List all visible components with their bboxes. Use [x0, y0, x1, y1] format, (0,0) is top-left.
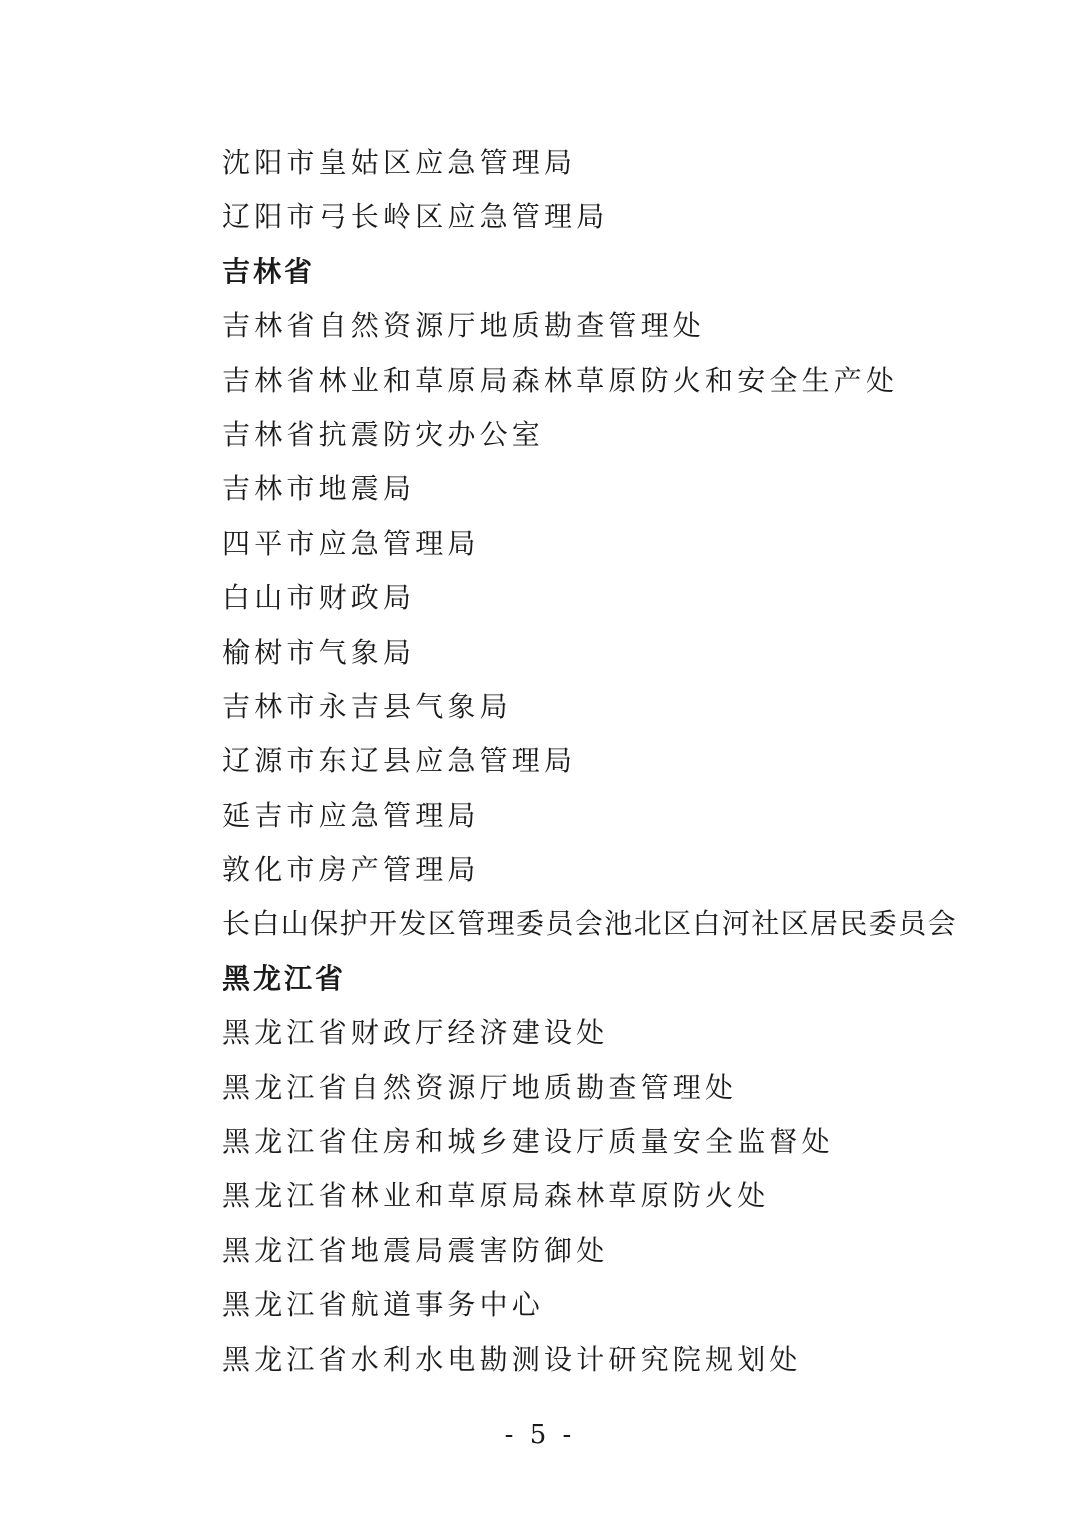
organization-item: 黑龙江省住房和城乡建设厅质量安全监督处 — [222, 1125, 834, 1159]
organization-item: 延吉市应急管理局 — [222, 798, 480, 832]
organization-item: 黑龙江省自然资源厅地质勘查管理处 — [222, 1070, 738, 1104]
organization-item: 黑龙江省林业和草原局森林草原防火处 — [222, 1179, 770, 1213]
page-number: - 5 - — [504, 1420, 576, 1450]
organization-item: 白山市财政局 — [222, 581, 416, 615]
province-heading: 吉林省 — [222, 254, 316, 288]
organization-item: 沈阳市皇姑区应急管理局 — [222, 146, 577, 179]
province-heading: 黑龙江省 — [222, 961, 347, 995]
organization-item: 榆树市气象局 — [222, 635, 416, 669]
organization-item: 辽源市东辽县应急管理局 — [222, 744, 577, 778]
organization-item: 吉林省抗震防灾办公室 — [222, 417, 545, 451]
organization-item: 吉林省林业和草原局森林草原防火和安全生产处 — [222, 363, 899, 397]
organization-item: 长白山保护开发区管理委员会池北区白河社区居民委员会 — [222, 907, 958, 941]
organization-item: 黑龙江省地震局震害防御处 — [222, 1233, 609, 1267]
organization-item: 吉林市永吉县气象局 — [222, 689, 512, 723]
organization-item: 辽阳市弓长岭区应急管理局 — [222, 200, 609, 234]
organization-item: 吉林市地震局 — [222, 472, 416, 506]
organization-item: 黑龙江省水利水电勘测设计研究院规划处 — [222, 1342, 802, 1376]
organization-item: 吉林省自然资源厅地质勘查管理处 — [222, 309, 706, 343]
organization-item: 黑龙江省航道事务中心 — [222, 1288, 545, 1322]
organization-item: 敦化市房产管理局 — [222, 853, 480, 887]
organization-list — [222, 136, 1042, 1387]
organization-item: 黑龙江省财政厅经济建设处 — [222, 1016, 609, 1050]
organization-item: 四平市应急管理局 — [222, 526, 480, 560]
